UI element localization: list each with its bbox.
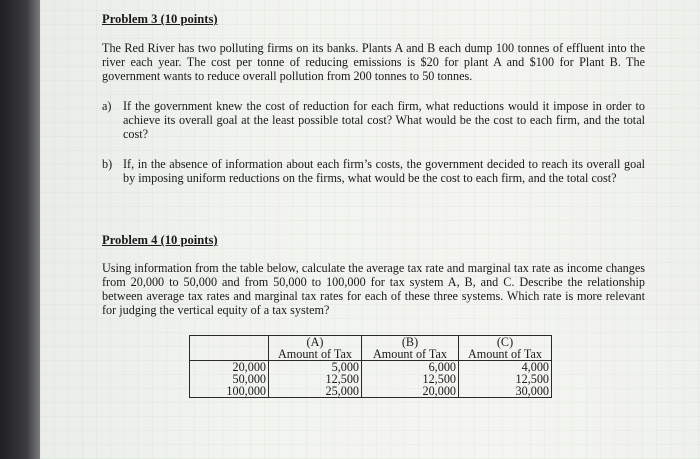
header-system-b: (B) bbox=[362, 336, 459, 349]
problem-3-intro: The Red River has two polluting firms on its banks. Plants A and B each dump 100 tonnes of effluent into the river each year. The cost per tonne of reducing emissions is $20 for plant A and $100 for Plant B. The government wants to reduce overall pollution from 200 tonnes to 50 tonnes. bbox=[102, 41, 645, 83]
subheader-a: Amount of Tax bbox=[269, 348, 362, 361]
subheader-b: Amount of Tax bbox=[362, 348, 459, 361]
table-row bbox=[190, 385, 552, 398]
header-system-c: (C) bbox=[459, 336, 552, 349]
tax-a-cell: 25,000 bbox=[269, 385, 362, 398]
header-blank-cell bbox=[190, 336, 269, 349]
part-b-text: If, in the absence of information about each firm’s costs, the government decided to reach its overall goal by imposing uniform reductions on the firms, what would be the cost to each firm, and the total cost? bbox=[123, 157, 645, 185]
tax-b-cell: 6,000 bbox=[362, 361, 459, 374]
part-a-text: If the government knew the cost of reduction for each firm, what reductions would it impose in order to achieve its overall goal at the least possible total cost? What would be the cost to each firm, and the total cost? bbox=[123, 99, 645, 141]
tax-c-cell: 12,500 bbox=[459, 373, 552, 385]
problem-4-intro: Using information from the table below, calculate the average tax rate and marginal tax rate as income changes from 20,000 to 50,000 and from 50,000 to 100,000 for tax system A, B, and C. Describe the relationship between average tax rates and marginal tax rates for each of these three systems. Which rate is more relevant for judging the vertical equity of a tax system? bbox=[102, 261, 645, 317]
problem-3-part-b bbox=[102, 157, 645, 185]
income-cell: 100,000 bbox=[190, 385, 269, 398]
tax-c-cell: 4,000 bbox=[459, 361, 552, 374]
subheader-c: Amount of Tax bbox=[459, 348, 552, 361]
table-subheader-row bbox=[190, 348, 552, 361]
tax-table bbox=[189, 335, 552, 398]
tax-a-cell: 5,000 bbox=[269, 361, 362, 374]
problem-4-heading: Problem 4 (10 points) bbox=[102, 233, 218, 247]
subheader-blank-cell bbox=[190, 348, 269, 361]
problem-3-part-a bbox=[102, 99, 645, 141]
part-a-label: a) bbox=[102, 99, 112, 113]
screen-left-edge bbox=[0, 0, 44, 459]
document-page bbox=[40, 0, 700, 459]
tax-b-cell: 20,000 bbox=[362, 385, 459, 398]
income-cell: 20,000 bbox=[190, 361, 269, 374]
header-system-a: (A) bbox=[269, 336, 362, 349]
tax-c-cell: 30,000 bbox=[459, 385, 552, 398]
tax-b-cell: 12,500 bbox=[362, 373, 459, 385]
income-cell: 50,000 bbox=[190, 373, 269, 385]
tax-a-cell: 12,500 bbox=[269, 373, 362, 385]
part-b-label: b) bbox=[102, 157, 113, 171]
problem-3-heading: Problem 3 (10 points) bbox=[102, 12, 218, 26]
